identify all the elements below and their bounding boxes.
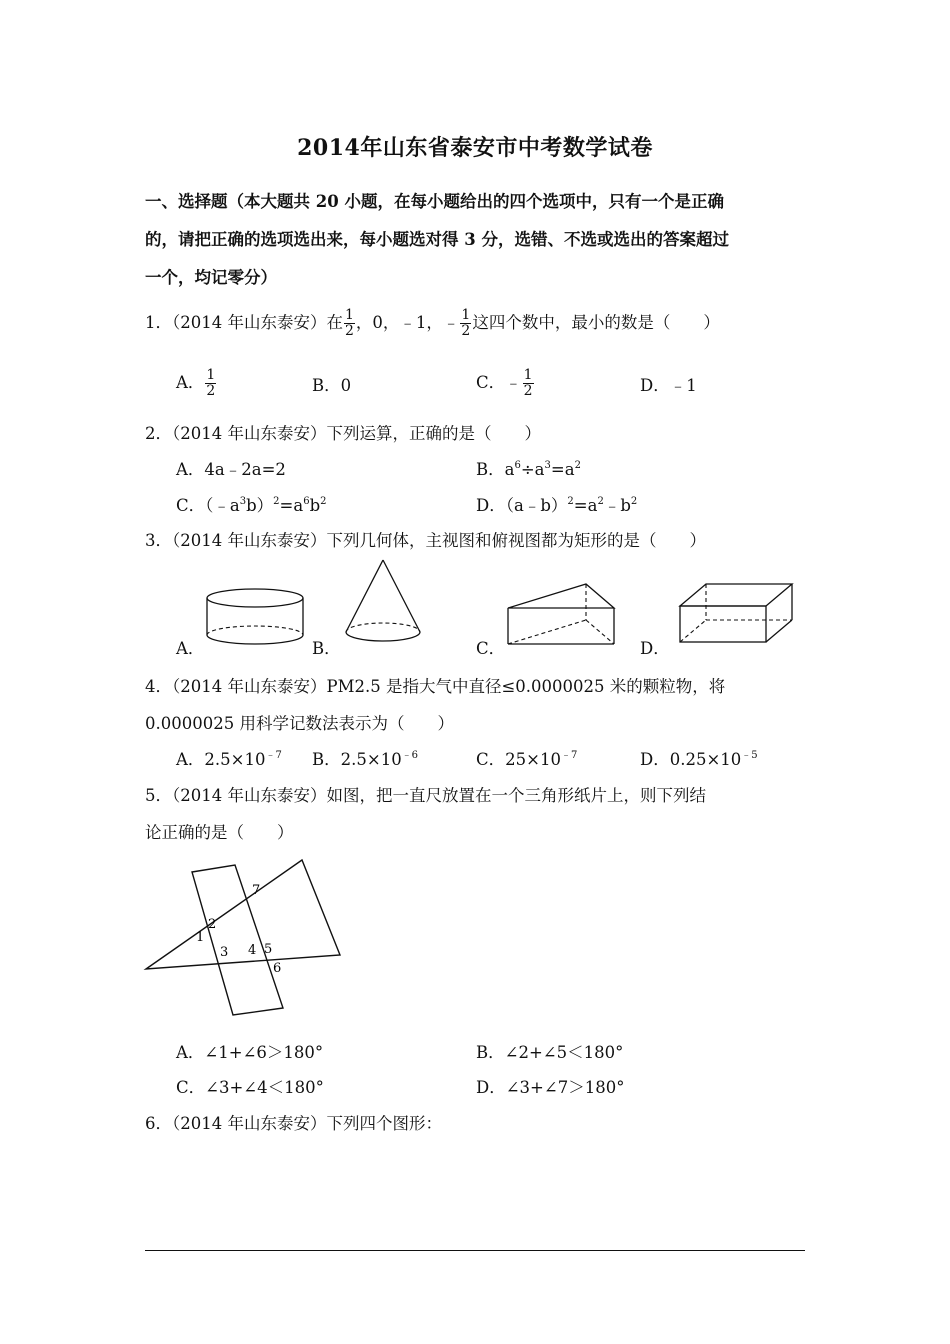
angle-label-7: 7 (252, 883, 261, 898)
q3-option-c: C． (476, 639, 506, 658)
angle-label-3: 3 (220, 945, 229, 960)
question-5-line2: 论正确的是（ ） (145, 823, 294, 842)
angle-label-6: 6 (273, 961, 282, 976)
cone-figure (338, 556, 428, 648)
question-4-line1: 4．（2014 年山东泰安）PM2.5 是指大气中直径≤0.0000025 米的颗粒物，将 (145, 677, 726, 696)
page-title: 2014年山东省泰安市中考数学试卷 (297, 135, 653, 161)
section-instructions-line1: 一、选择题（本大题共 20 小题，在每小题给出的四个选项中，只有一个是正确 (145, 192, 724, 211)
q5-option-c: C．∠3+∠4＜180° (176, 1078, 324, 1097)
section-instructions-line3: 一个，均记零分） (145, 268, 277, 287)
q3-option-a: A． (176, 639, 205, 658)
question-5-line1: 5．（2014 年山东泰安）如图，把一直尺放置在一个三角形纸片上，则下列结 (145, 786, 706, 805)
question-6: 6．（2014 年山东泰安）下列四个图形： (145, 1114, 442, 1133)
q4-option-d: D．$0.25\times 10^{﹣5}$ (640, 750, 758, 769)
q5-option-b: B．∠2+∠5＜180° (476, 1043, 624, 1062)
q2-option-c: C．$(﹣a^3b)^2=a^6b^2$ (176, 496, 327, 515)
q1-option-b: B．0 (312, 376, 352, 395)
angle-label-2: 2 (208, 917, 217, 932)
q2-option-a: A．4a﹣2a=2 (176, 460, 286, 479)
fraction-one-half: $\frac{1}{2}$ (461, 307, 471, 339)
triangular-prism-figure (502, 580, 620, 650)
q1-option-c: C．﹣ $\frac{1}{2}$ (476, 367, 533, 399)
question-4-line2: 0.0000025 用科学记数法表示为（ ） (145, 714, 454, 733)
q3-option-b: B． (312, 639, 341, 658)
question-2: 2．（2014 年山东泰安）下列运算，正确的是（ ） (145, 424, 541, 443)
q2-option-d: D．$(a﹣b)^2=a^2﹣b^2$ (476, 496, 638, 515)
q4-option-b: B．$2.5\times 10^{﹣6}$ (312, 750, 419, 769)
q3-option-d: D． (640, 639, 670, 658)
footer-divider (145, 1250, 805, 1251)
question-1: 1．（2014 年山东泰安）在 $\frac{1}{2}$ ，0，﹣1，﹣ $\frac{1}{2}$ 这四个数中，最小的数是（ ） (145, 307, 720, 339)
q1-option-d: D．﹣1 (640, 376, 697, 395)
ruler-triangle-figure (140, 855, 350, 1023)
angle-label-5: 5 (264, 942, 273, 957)
fraction-one-half: $\frac{1}{2}$ (344, 307, 354, 339)
q1-option-a: A． $\frac{1}{2}$ (176, 367, 216, 399)
angle-label-4: 4 (248, 943, 257, 958)
cylinder-figure (200, 585, 310, 650)
q2-option-b: B．$a^6\div a^3=a^2$ (476, 460, 581, 479)
q4-option-c: C．$25\times 10^{﹣7}$ (476, 750, 578, 769)
q5-option-a: A．∠1+∠6＞180° (176, 1043, 324, 1062)
q4-option-a: A．$2.5\times 10^{﹣7}$ (176, 750, 282, 769)
section-instructions-line2: 的，请把正确的选项选出来，每小题选对得 3 分，选错、不选或选出的答案超过 (145, 230, 729, 249)
cuboid-figure (676, 580, 798, 648)
angle-label-1: 1 (196, 930, 205, 945)
q5-option-d: D．∠3+∠7＞180° (476, 1078, 625, 1097)
question-3: 3．（2014 年山东泰安）下列几何体，主视图和俯视图都为矩形的是（ ） (145, 531, 706, 550)
